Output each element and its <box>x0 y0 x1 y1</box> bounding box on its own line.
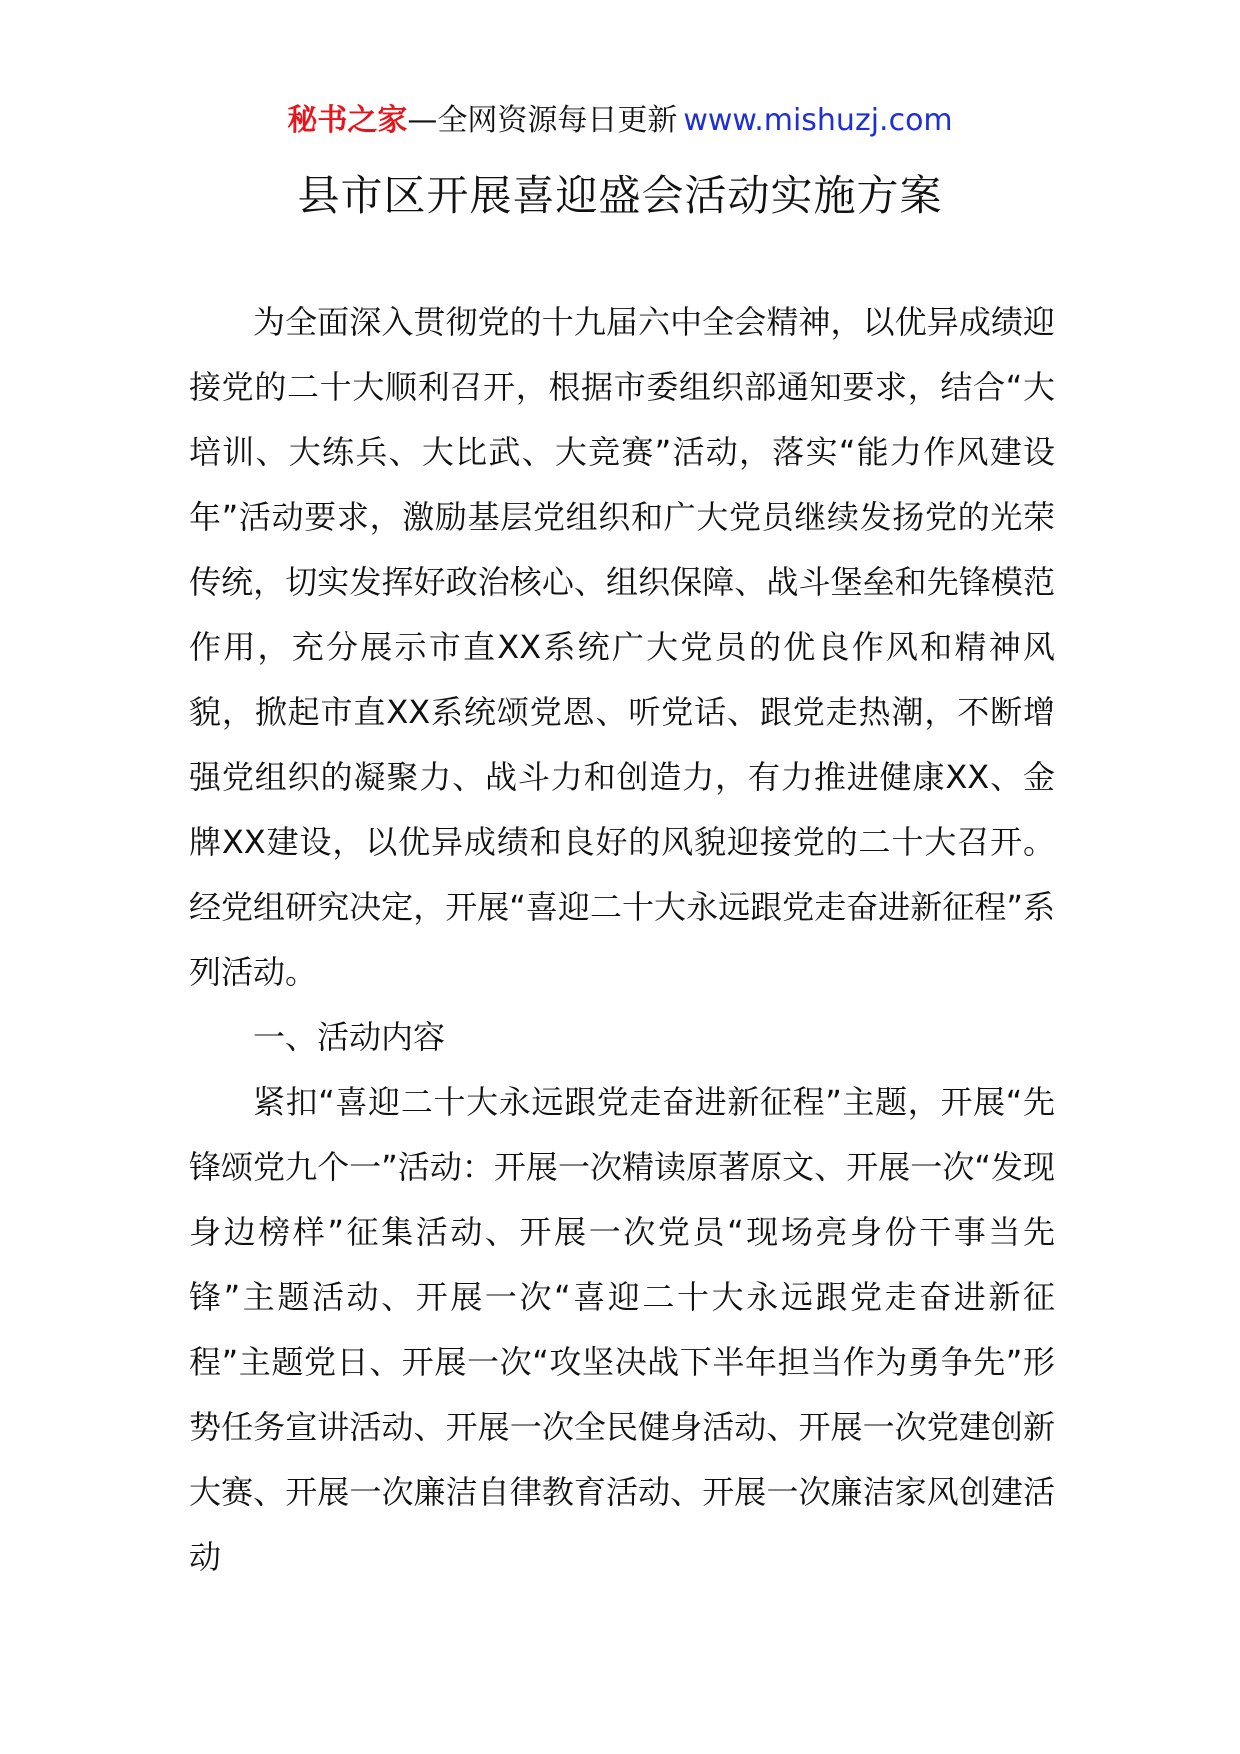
site-url: www.mishuzj.com <box>683 103 953 138</box>
brand-name: 秘书之家 <box>287 103 408 138</box>
document-body <box>189 290 1055 1590</box>
activity-content-paragraph: 紧扣“喜迎二十大永远跟党走奋进新征程”主题，开展“先锋颂党九个一”活动：开展一次精读原著原文、开展一次“发现身边榜样”征集活动、开展一次党员“现场亮身份干事当先锋”主题活动、开展一次“喜迎二十大永远跟党走奋进新征程”主题党日、开展一次“攻坚决战下半年担当作为勇争先”形势任务宣讲活动、开展一次全民健身活动、开展一次党建创新大赛、开展一次廉洁自律教育活动、开展一次廉洁家风创建活动 <box>189 1083 1055 1576</box>
document-title: 县市区开展喜迎盛会活动实施方案 <box>297 171 943 220</box>
header-tagline: —全网资源每日更新 <box>407 103 678 138</box>
site-header <box>0 100 1240 142</box>
intro-paragraph: 为全面深入贯彻党的十九届六中全会精神，以优异成绩迎接党的二十大顺利召开，根据市委组织部通知要求，结合“大培训、大练兵、大比武、大竞赛”活动，落实“能力作风建设年”活动要求，激励基层党组织和广大党员继续发扬党的光荣传统，切实发挥好政治核心、组织保障、战斗堡垒和先锋模范作用，充分展示市直XX系统广大党员的优良作风和精神风貌，掀起市直XX系统颂党恩、听党话、跟党走热潮，不断增强党组织的凝聚力、战斗力和创造力，有力推进健康XX、金牌XX建设，以优异成绩和良好的风貌迎接党的二十大召开。经党组研究决定，开展“喜迎二十大永远跟党走奋进新征程”系列活动。 <box>189 303 1055 991</box>
section-heading-activity-content: 一、活动内容 <box>253 1018 446 1056</box>
